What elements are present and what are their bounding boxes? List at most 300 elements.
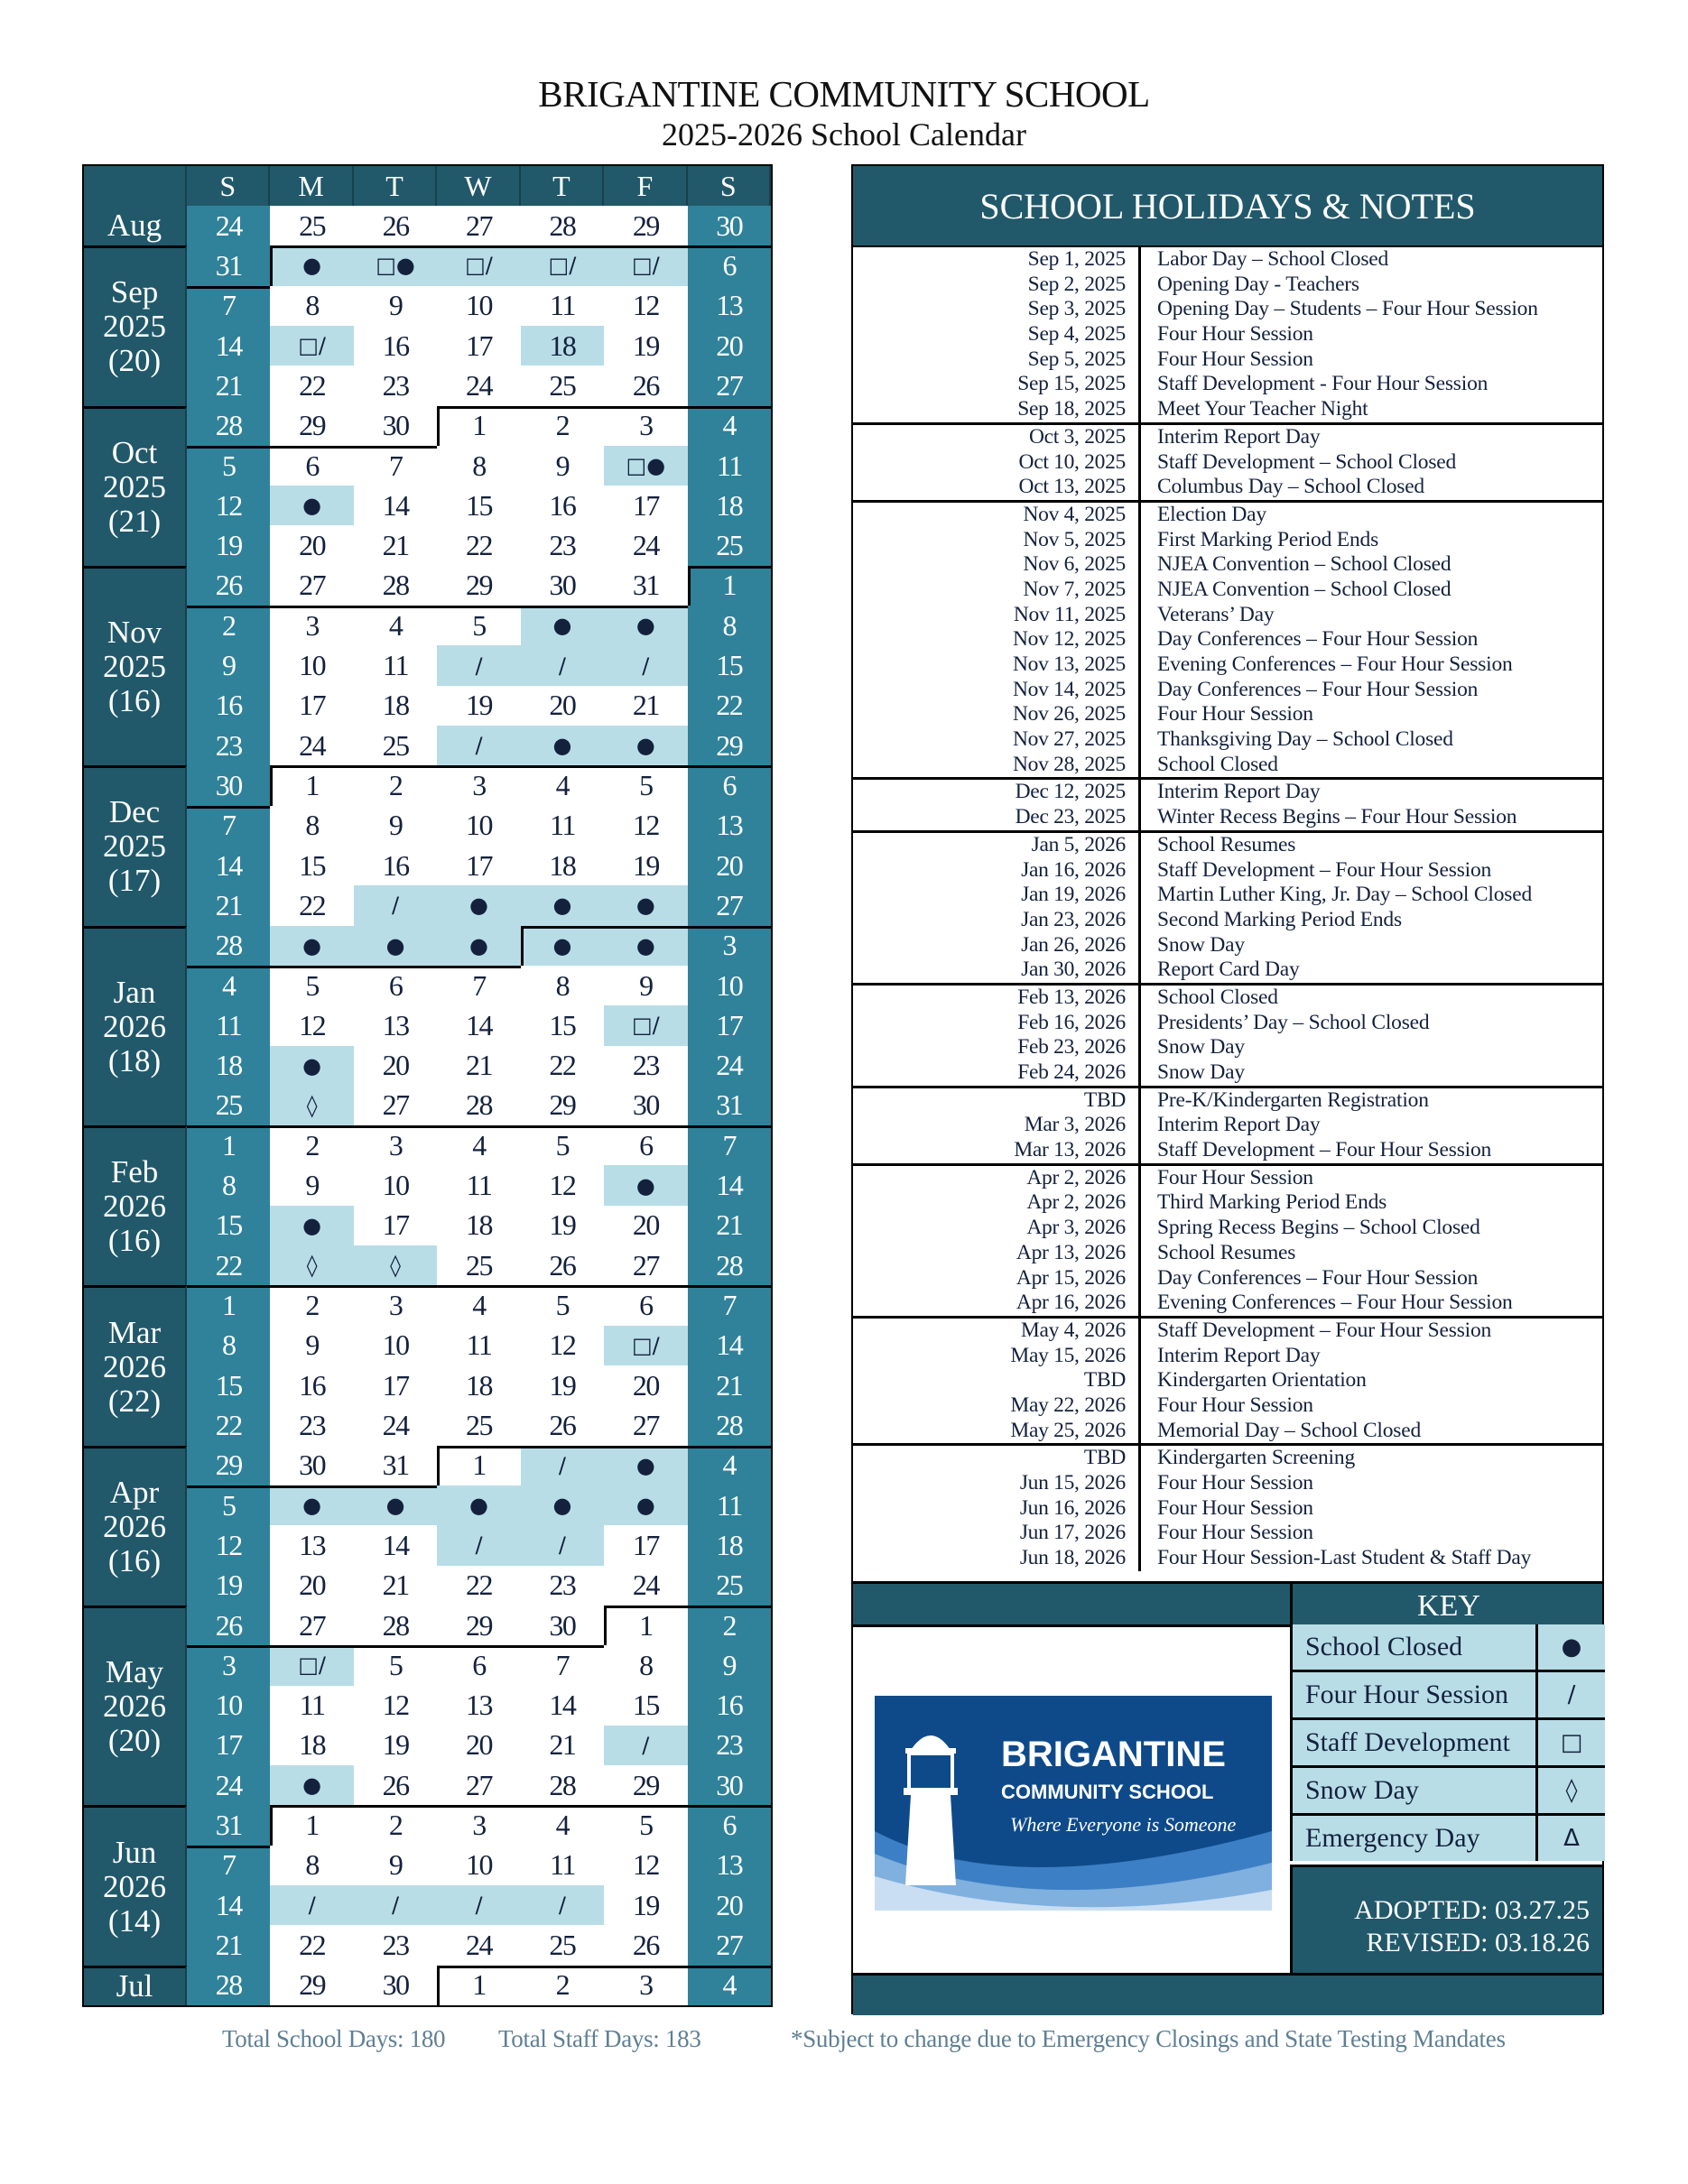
calendar-day-cell <box>688 446 771 486</box>
calendar-day-cell <box>354 726 437 765</box>
calendar-day-cell <box>354 446 437 486</box>
page-title: BRIGANTINE COMMUNITY SCHOOL <box>538 73 1150 115</box>
day-mark-icon: ● <box>552 893 572 919</box>
day-number: 2 <box>305 1128 319 1161</box>
month-name: Sep <box>110 274 159 310</box>
month-year: 2026 <box>103 1008 166 1044</box>
calendar-day-cell <box>270 726 353 765</box>
day-number: 4 <box>221 968 236 1002</box>
calendar-day-cell <box>688 1086 771 1125</box>
day-mark-icon: ● <box>469 893 488 919</box>
day-number: 15 <box>215 1208 242 1242</box>
calendar-mark-cell <box>521 645 604 685</box>
calendar-day-cell <box>604 966 687 1005</box>
calendar-day-cell <box>688 846 771 885</box>
day-number: 3 <box>639 409 653 442</box>
calendar-mark-cell <box>521 606 604 645</box>
calendar-mark-cell <box>521 1885 604 1925</box>
day-number: 11 <box>550 809 575 842</box>
day-number: 22 <box>299 368 326 402</box>
calendar-day-cell <box>187 1365 270 1405</box>
calendar-day-cell <box>604 366 687 405</box>
calendar-day-cell <box>437 1966 520 2005</box>
calendar-day-cell <box>270 1925 353 1965</box>
calendar-day-cell <box>437 765 520 805</box>
note-text: Day Conferences – Four Hour Session <box>1157 627 1479 652</box>
notes-panel <box>853 166 1602 2013</box>
day-number: 12 <box>549 1328 576 1362</box>
day-mark-icon: / <box>308 1892 316 1919</box>
day-number: 6 <box>722 248 737 282</box>
calendar-mark-cell <box>270 1206 353 1245</box>
calendar-day-cell <box>688 326 771 366</box>
filled-circle-icon: ● <box>1561 1633 1582 1661</box>
calendar-day-cell <box>187 1645 270 1685</box>
day-number: 5 <box>305 968 319 1002</box>
calendar-mark-cell <box>437 1485 520 1525</box>
calendar-mark-cell <box>437 885 520 925</box>
note-text: Staff Development - Four Hour Session <box>1157 372 1489 396</box>
day-mark-icon: ● <box>635 1172 655 1198</box>
note-text: Interim Report Day <box>1157 1343 1321 1367</box>
calendar-day-cell <box>437 1925 520 1965</box>
month-name: Aug <box>107 208 162 244</box>
calendar-mark-cell <box>604 885 687 925</box>
note-text: Interim Report Day <box>1157 424 1321 449</box>
weekday-header: S <box>187 166 270 206</box>
day-mark-icon: ● <box>302 932 322 958</box>
note-date: Feb 16, 2026 <box>1017 1010 1126 1034</box>
calendar-day-cell <box>187 446 270 486</box>
page-subtitle: 2025-2026 School Calendar <box>662 116 1026 153</box>
day-number: 13 <box>382 1008 409 1041</box>
calendar-day-cell <box>604 1966 687 2005</box>
calendar-day-cell <box>187 1566 270 1606</box>
calendar-day-cell <box>187 1206 270 1245</box>
note-text: NJEA Convention – School Closed <box>1157 577 1451 601</box>
day-number: 14 <box>215 848 242 882</box>
calendar-day-cell <box>521 1805 604 1845</box>
day-number: 18 <box>382 689 409 722</box>
calendar-day-cell <box>604 1405 687 1445</box>
month-year: 2026 <box>103 1689 166 1725</box>
day-number: 4 <box>722 1968 737 2002</box>
note-row <box>853 1521 1602 1546</box>
note-text: Martin Luther King, Jr. Day – School Closed <box>1157 883 1533 907</box>
calendar-day-cell <box>437 1405 520 1445</box>
note-date: Sep 1, 2025 <box>1027 247 1126 271</box>
calendar-day-cell <box>688 1925 771 1965</box>
day-number: 12 <box>215 1528 242 1561</box>
notes-group <box>853 1446 1602 1570</box>
day-mark-icon: ● <box>302 1493 322 1519</box>
calendar-mark-cell <box>604 1326 687 1365</box>
calendar-day-cell <box>437 326 520 366</box>
calendar-day-cell <box>270 966 353 1005</box>
day-number: 25 <box>215 1088 242 1122</box>
day-number: 21 <box>215 888 242 921</box>
notes-group <box>853 1319 1602 1446</box>
day-number: 18 <box>299 1728 326 1762</box>
day-number: 21 <box>716 1368 743 1402</box>
notes-group <box>853 1166 1602 1319</box>
day-mark-icon: ● <box>552 1493 572 1519</box>
calendar-day-cell <box>437 1206 520 1245</box>
note-date: Apr 16, 2026 <box>1016 1291 1126 1315</box>
note-row <box>853 1393 1602 1419</box>
note-date: Nov 12, 2025 <box>1013 627 1126 652</box>
day-number: 8 <box>221 1169 236 1202</box>
day-number: 27 <box>299 1608 326 1642</box>
calendar-day-cell <box>354 1606 437 1645</box>
calendar-mark-cell <box>270 926 353 966</box>
day-number: 20 <box>716 329 743 362</box>
calendar-day-cell <box>187 366 270 405</box>
triangle-icon: Δ <box>1563 1825 1580 1852</box>
note-text: Four Hour Session <box>1157 1471 1313 1495</box>
note-text: Four Hour Session <box>1157 702 1313 726</box>
note-row <box>853 958 1602 983</box>
calendar-day-cell <box>604 1606 687 1645</box>
day-number: 8 <box>221 1328 236 1362</box>
day-number: 18 <box>465 1208 492 1242</box>
day-number: 29 <box>299 1968 326 2002</box>
calendar-day-cell <box>604 286 687 326</box>
day-number: 11 <box>716 449 742 482</box>
day-mark-icon: ● <box>385 1493 405 1519</box>
calendar-mark-cell <box>437 926 520 966</box>
day-number: 9 <box>388 1848 403 1882</box>
calendar-mark-cell <box>604 606 687 645</box>
calendar-day-cell <box>688 1966 771 2005</box>
note-date: Jan 23, 2026 <box>1021 907 1126 931</box>
day-number: 5 <box>639 769 653 801</box>
day-mark-icon: □● <box>626 453 666 479</box>
note-row <box>853 1216 1602 1241</box>
day-number: 23 <box>549 1569 576 1602</box>
calendar-day-cell <box>688 765 771 805</box>
disclaimer: *Subject to change due to Emergency Closings and State Testing Mandates <box>791 2025 1506 2052</box>
day-number: 22 <box>465 1569 492 1602</box>
day-number: 22 <box>299 1929 326 1962</box>
day-number: 11 <box>383 649 408 682</box>
day-mark-icon: / <box>558 1452 566 1478</box>
day-number: 22 <box>465 529 492 562</box>
day-number: 28 <box>215 929 242 962</box>
calendar-day-cell <box>354 1686 437 1726</box>
note-date: Sep 2, 2025 <box>1027 272 1126 296</box>
day-number: 17 <box>299 689 326 722</box>
calendar-mark-cell <box>270 1086 353 1125</box>
month-count: (16) <box>107 683 162 719</box>
day-number: 17 <box>716 1008 743 1041</box>
calendar-day-cell <box>688 1525 771 1565</box>
note-row <box>853 503 1602 528</box>
day-number: 1 <box>221 1128 236 1161</box>
calendar-day-cell <box>688 1365 771 1405</box>
calendar-day-cell <box>604 1206 687 1245</box>
day-number: 5 <box>472 608 486 642</box>
day-number: 27 <box>716 888 743 921</box>
day-number: 25 <box>465 1248 492 1282</box>
note-row <box>853 1011 1602 1036</box>
day-number: 27 <box>716 1929 743 1962</box>
key-item <box>1293 1765 1605 1813</box>
calendar-day-cell <box>270 206 353 245</box>
day-number: 5 <box>221 449 236 482</box>
calendar-day-cell <box>688 1686 771 1726</box>
day-number: 2 <box>555 1968 570 2002</box>
notes-group <box>853 425 1602 503</box>
day-mark-icon: ● <box>385 932 405 958</box>
calendar-day-cell <box>604 1245 687 1285</box>
note-row <box>853 578 1602 603</box>
day-number: 30 <box>549 1608 576 1642</box>
key-header-bar <box>853 1581 1602 1627</box>
day-number: 5 <box>555 1289 570 1322</box>
day-number: 31 <box>215 248 242 282</box>
month-name: Mar <box>107 1314 162 1350</box>
calendar-day-cell <box>354 1966 437 2005</box>
day-number: 1 <box>305 769 319 801</box>
day-number: 13 <box>716 289 743 322</box>
key-label: Emergency Day <box>1293 1816 1538 1861</box>
note-row <box>853 1471 1602 1496</box>
calendar-day-cell <box>521 1285 604 1325</box>
calendar-day-cell <box>187 1805 270 1845</box>
day-number: 7 <box>221 1848 236 1882</box>
day-number: 2 <box>221 608 236 642</box>
note-text: Spring Recess Begins – School Closed <box>1157 1216 1480 1240</box>
calendar-day-cell <box>688 1245 771 1285</box>
note-text: Four Hour Session <box>1157 347 1313 371</box>
calendar-day-cell <box>270 1846 353 1885</box>
calendar-day-cell <box>437 1686 520 1726</box>
calendar-day-cell <box>354 1446 437 1485</box>
calendar-day-cell <box>187 326 270 366</box>
note-text: Meet Your Teacher Night <box>1157 397 1368 421</box>
day-number: 22 <box>299 888 326 921</box>
day-number: 10 <box>382 1328 409 1362</box>
note-date: Apr 2, 2026 <box>1026 1165 1126 1189</box>
calendar-day-cell <box>354 286 437 326</box>
day-mark-icon: ◊ <box>306 1253 318 1279</box>
day-number: 23 <box>215 728 242 762</box>
day-number: 21 <box>215 368 242 402</box>
calendar-day-cell <box>688 1846 771 1885</box>
day-number: 11 <box>299 1689 325 1722</box>
day-number: 28 <box>465 1088 492 1122</box>
note-date: Feb 23, 2026 <box>1017 1035 1126 1060</box>
key-title: KEY <box>1290 1584 1605 1627</box>
calendar-day-cell <box>270 1566 353 1606</box>
calendar-day-cell <box>604 1525 687 1565</box>
calendar-day-cell <box>604 1885 687 1925</box>
calendar-day-cell <box>688 566 771 606</box>
day-number: 26 <box>382 208 409 242</box>
day-number: 10 <box>465 1848 492 1882</box>
day-mark-icon: / <box>558 652 566 679</box>
key-label: School Closed <box>1293 1624 1538 1670</box>
calendar-mark-cell <box>270 1046 353 1086</box>
day-number: 9 <box>305 1328 319 1362</box>
note-date: Nov 5, 2025 <box>1023 527 1126 551</box>
day-number: 2 <box>305 1289 319 1322</box>
note-date: Mar 13, 2026 <box>1014 1138 1126 1162</box>
calendar-day-cell <box>604 1285 687 1325</box>
day-mark-icon: ● <box>635 733 655 759</box>
day-number: 6 <box>722 1809 737 1842</box>
day-number: 29 <box>215 1448 242 1482</box>
total-staff-days: Total Staff Days: 183 <box>498 2025 701 2052</box>
notes-group <box>853 1088 1602 1166</box>
calendar-day-cell <box>187 726 270 765</box>
calendar-day-cell <box>688 1326 771 1365</box>
calendar-day-cell <box>354 806 437 846</box>
day-number: 11 <box>466 1328 492 1362</box>
calendar-mark-cell <box>604 1165 687 1205</box>
note-date: Apr 13, 2026 <box>1016 1240 1126 1264</box>
note-text: Four Hour Session <box>1157 1495 1313 1520</box>
month-label <box>84 406 187 566</box>
day-number: 17 <box>632 488 659 522</box>
calendar-mark-cell <box>270 1485 353 1525</box>
calendar-day-cell <box>437 525 520 565</box>
day-mark-icon: ● <box>302 253 322 279</box>
day-number: 21 <box>382 529 409 562</box>
calendar-day-cell <box>604 1046 687 1086</box>
day-number: 3 <box>639 1968 653 2002</box>
calendar-day-cell <box>688 1005 771 1045</box>
calendar-day-cell <box>187 1245 270 1285</box>
calendar-day-cell <box>270 1966 353 2005</box>
month-count: (20) <box>107 1723 162 1759</box>
day-number: 17 <box>382 1208 409 1242</box>
day-number: 1 <box>472 1448 486 1482</box>
calendar-day-cell <box>688 1446 771 1485</box>
calendar-day-cell <box>521 1326 604 1365</box>
day-number: 31 <box>716 1088 743 1122</box>
day-number: 21 <box>215 1929 242 1962</box>
day-number: 9 <box>388 809 403 842</box>
calendar-day-cell <box>437 1245 520 1285</box>
note-text: Staff Development – Four Hour Session <box>1157 857 1492 882</box>
day-number: 28 <box>716 1248 743 1282</box>
notes-group <box>853 780 1602 832</box>
calendar-day-cell <box>521 1165 604 1205</box>
day-number: 30 <box>382 1968 409 2002</box>
note-row <box>853 1190 1602 1216</box>
note-row <box>853 1446 1602 1471</box>
month-year: 2025 <box>103 468 166 504</box>
note-text: School Closed <box>1157 985 1278 1009</box>
calendar-day-cell <box>604 1686 687 1726</box>
note-row <box>853 603 1602 628</box>
calendar-day-cell <box>688 885 771 925</box>
day-number: 8 <box>472 449 486 482</box>
day-number: 7 <box>722 1289 737 1322</box>
day-mark-icon: □/ <box>631 1332 660 1358</box>
note-row <box>853 753 1602 778</box>
notes-group <box>853 986 1602 1088</box>
day-number: 1 <box>305 1809 319 1842</box>
note-row <box>853 1319 1602 1344</box>
calendar-day-cell <box>270 1365 353 1405</box>
note-row <box>853 805 1602 830</box>
calendar-day-cell <box>521 806 604 846</box>
note-row <box>853 397 1602 422</box>
day-number: 27 <box>382 1088 409 1122</box>
day-number: 18 <box>465 1368 492 1402</box>
day-mark-icon: □/ <box>465 253 493 279</box>
calendar-day-cell <box>521 686 604 726</box>
calendar-day-cell <box>437 1645 520 1685</box>
calendar-day-cell <box>688 966 771 1005</box>
calendar-day-cell <box>187 765 270 805</box>
calendar-day-cell <box>437 446 520 486</box>
calendar-day-cell <box>604 486 687 525</box>
day-number: 8 <box>555 968 570 1002</box>
day-number: 18 <box>215 1049 242 1082</box>
day-mark-icon: □/ <box>631 253 660 279</box>
day-number: 15 <box>632 1689 659 1722</box>
calendar-day-cell <box>521 1125 604 1165</box>
diamond-icon: ◊ <box>1565 1777 1578 1804</box>
day-number: 23 <box>549 529 576 562</box>
note-text: School Closed <box>1157 752 1278 776</box>
note-row <box>853 450 1602 476</box>
day-number: 24 <box>215 1768 242 1801</box>
day-number: 30 <box>716 1768 743 1801</box>
calendar-day-cell <box>521 1405 604 1445</box>
calendar-day-cell <box>688 245 771 285</box>
calendar-day-cell <box>688 1726 771 1765</box>
calendar-day-cell <box>354 1086 437 1125</box>
month-name: Nov <box>107 615 162 651</box>
calendar-day-cell <box>521 525 604 565</box>
calendar-day-cell <box>354 645 437 685</box>
calendar-day-cell <box>270 765 353 805</box>
note-text: Kindergarten Orientation <box>1157 1368 1367 1393</box>
calendar-day-cell <box>688 1485 771 1525</box>
calendar-grid <box>84 166 771 2005</box>
calendar-day-cell <box>270 1805 353 1845</box>
note-text: Day Conferences – Four Hour Session <box>1157 677 1479 701</box>
day-number: 9 <box>221 649 236 682</box>
calendar-day-cell <box>604 1566 687 1606</box>
day-number: 21 <box>465 1049 492 1082</box>
calendar-day-cell <box>521 1206 604 1245</box>
calendar-day-cell <box>521 1846 604 1885</box>
day-mark-icon: ● <box>635 1493 655 1519</box>
calendar-day-cell <box>354 525 437 565</box>
day-mark-icon: ● <box>552 932 572 958</box>
calendar-day-cell <box>521 446 604 486</box>
note-row <box>853 627 1602 652</box>
weekday-header: M <box>270 166 353 206</box>
day-number: 12 <box>632 289 659 322</box>
day-number: 12 <box>549 1169 576 1202</box>
adoption-info <box>1290 1865 1602 1973</box>
day-mark-icon: □● <box>376 253 415 279</box>
weekday-header: F <box>604 166 687 206</box>
calendar-day-cell <box>437 846 520 885</box>
calendar-day-cell <box>604 525 687 565</box>
day-number: 5 <box>555 1128 570 1161</box>
day-number: 28 <box>549 1768 576 1801</box>
note-row <box>853 727 1602 753</box>
month-label <box>84 206 187 245</box>
